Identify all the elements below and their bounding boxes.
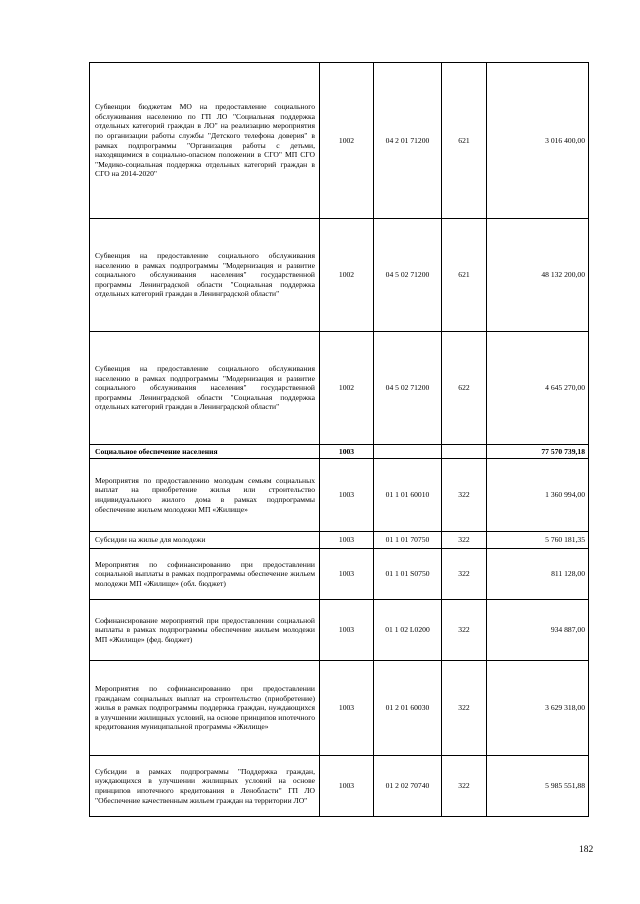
row-amount-cell: 77 570 739,18 [487,445,589,459]
row-name-cell: Социальное обеспечение населения [90,445,320,459]
row-csr-cell: 01 1 01 60010 [374,459,442,532]
row-name-cell: Субвенция на предоставление социального обслуживания населению в рамках подпрограммы "Модернизация и развитие социального обслуживания населения" государственной программы Ленинградской области "Социальная поддержка отдельных категорий граждан в Ленинградской области" [90,219,320,332]
row-vr-cell: 322 [442,532,487,549]
row-vr-cell: 622 [442,332,487,445]
page-number: 182 [579,845,594,855]
row-code-cell: 1003 [320,532,374,549]
row-code-cell: 1002 [320,332,374,445]
row-code-cell: 1003 [320,600,374,661]
row-code-cell: 1003 [320,459,374,532]
budget-table [89,62,589,817]
table-row [90,600,589,661]
row-amount-cell: 5 760 181,35 [487,532,589,549]
row-csr-cell [374,445,442,459]
row-csr-cell: 01 1 01 S0750 [374,549,442,600]
table-row [90,549,589,600]
row-vr-cell: 322 [442,756,487,817]
section-row [90,445,589,459]
row-name-cell: Субсидии в рамках подпрограммы "Поддержка граждан, нуждающихся в улучшении жилищных условий на основе принципов ипотечного кредитования в Ленобласти" ГП ЛО "Обеспечение качественным жильем граждан на территории ЛО" [90,756,320,817]
row-csr-cell: 01 1 01 70750 [374,532,442,549]
row-csr-cell: 01 2 01 60030 [374,661,442,756]
row-name-cell: Субвенции бюджетам МО на предоставление социального обслуживания населению по ГП ЛО "Социальная поддержка отдельных категорий граждан в ЛО" на реализацию мероприятия по организации работы службы "Детского телефона доверия" в рамках подпрограммы "Организация работы с детьми, находящимися в социально-опасном положении в СГО" МП СГО "Медико-социальная поддержка отдельных категорий граждан в СГО на 2014-2020" [90,63,320,219]
row-amount-cell: 5 985 551,88 [487,756,589,817]
row-amount-cell: 934 887,00 [487,600,589,661]
row-amount-cell: 3 016 400,00 [487,63,589,219]
row-code-cell: 1003 [320,445,374,459]
row-vr-cell: 322 [442,600,487,661]
row-vr-cell: 322 [442,459,487,532]
row-code-cell: 1002 [320,219,374,332]
table-row [90,332,589,445]
table-row [90,756,589,817]
row-amount-cell: 1 360 994,00 [487,459,589,532]
row-csr-cell: 04 5 02 71200 [374,332,442,445]
table-row [90,63,589,219]
row-vr-cell: 322 [442,549,487,600]
table-row [90,459,589,532]
row-vr-cell: 621 [442,219,487,332]
row-amount-cell: 3 629 318,00 [487,661,589,756]
row-name-cell: Субвенция на предоставление социального обслуживания населению в рамках подпрограммы "Модернизация и развитие социального обслуживания населения" государственной программы Ленинградской области "Социальная поддержка отдельных категорий граждан в Ленинградской области" [90,332,320,445]
row-name-cell: Мероприятия по софинансированию при предоставлении гражданам социальных выплат на строительство (приобретение) жилья в рамках подпрограммы поддержка граждан, нуждающихся в улучшении жилищных условий, на основе принципов ипотечного кредитования муниципальной программы «Жилище» [90,661,320,756]
row-code-cell: 1002 [320,63,374,219]
row-vr-cell: 322 [442,661,487,756]
row-vr-cell [442,445,487,459]
row-code-cell: 1003 [320,661,374,756]
table-row [90,661,589,756]
row-name-cell: Субсидии на жилье для молодежи [90,532,320,549]
row-csr-cell: 04 2 01 71200 [374,63,442,219]
row-code-cell: 1003 [320,549,374,600]
row-name-cell: Мероприятия по предоставлению молодым семьям социальных выплат на приобретение жилья или строительство индивидуального жилого дома в рамках подпрограммы обеспечение жильем молодежи МП «Жилище» [90,459,320,532]
row-csr-cell: 01 1 02 L0200 [374,600,442,661]
row-vr-cell: 621 [442,63,487,219]
row-amount-cell: 811 128,00 [487,549,589,600]
row-amount-cell: 4 645 270,00 [487,332,589,445]
table-row [90,219,589,332]
row-code-cell: 1003 [320,756,374,817]
row-name-cell: Софинансирование мероприятий при предоставлении социальной выплаты в рамках подпрограммы обеспечение жильем молодежи МП «Жилище» (фед. бюджет) [90,600,320,661]
row-csr-cell: 01 2 02 70740 [374,756,442,817]
table-row [90,532,589,549]
row-name-cell: Мероприятия по софинансированию при предоставлении социальной выплаты в рамках подпрограммы обеспечение жильем молодежи МП «Жилище» (обл. бюджет) [90,549,320,600]
row-csr-cell: 04 5 02 71200 [374,219,442,332]
row-amount-cell: 48 132 200,00 [487,219,589,332]
